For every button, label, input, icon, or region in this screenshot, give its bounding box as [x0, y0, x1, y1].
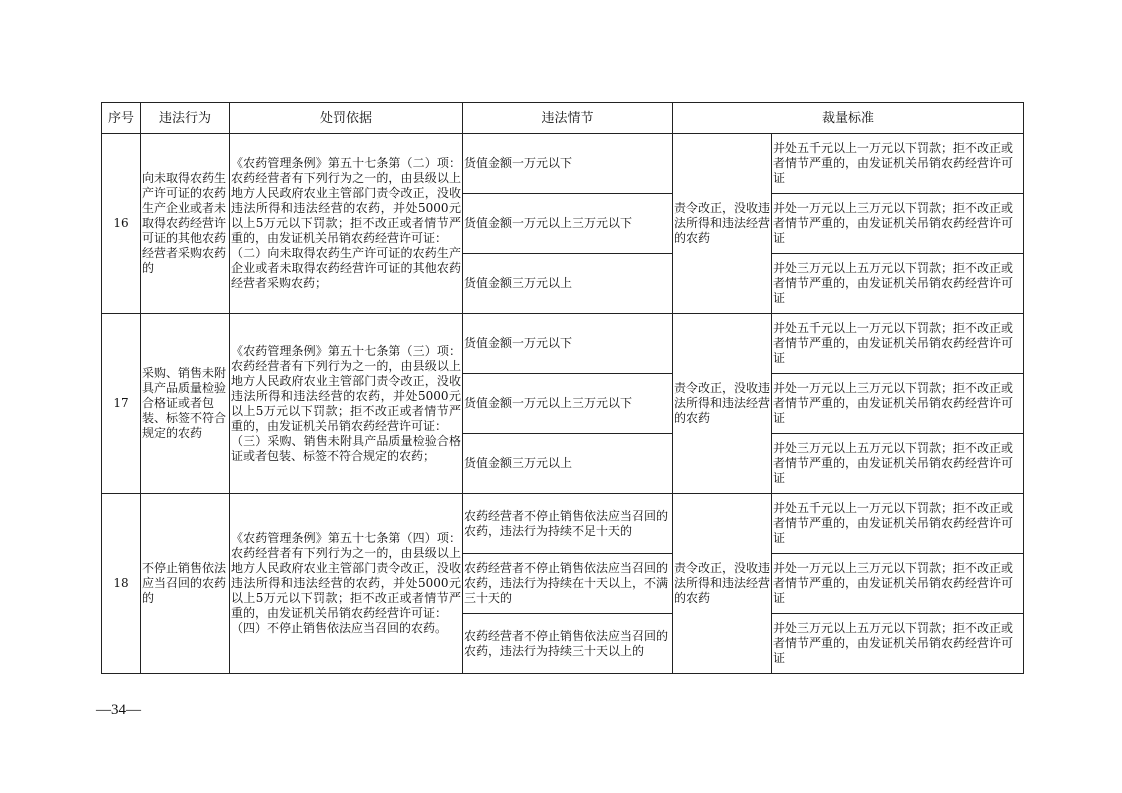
standard-cell: 并处一万元以上三万元以下罚款；拒不改正或者情节严重的，由发证机关吊销农药经营许可证: [772, 554, 1024, 614]
circumstance-cell: 货值金额三万元以上: [463, 254, 673, 314]
basis-cell: 《农药管理条例》第五十七条第（二）项：农药经营者有下列行为之一的，由县级以上地方人民政府农业主管部门责令改正，没收违法所得和违法经营的农药，并处5000元以上5万元以下罚款；拒不改正或者情节严重的，由发证机关吊销农药经营许可证： （二）向未取得农药生产许可证的农药生产企业或者未取得农药经营许可证的其他农药经营者采购农药；: [230, 134, 463, 314]
circumstance-cell: 农药经营者不停止销售依法应当召回的农药，违法行为持续在十天以上，不满三十天的: [463, 554, 673, 614]
standard-cell: 并处五千元以上一万元以下罚款；拒不改正或者情节严重的，由发证机关吊销农药经营许可证: [772, 494, 1024, 554]
header-row: [102, 103, 1024, 134]
header-seq: 序号: [102, 103, 141, 134]
header-behavior: 违法行为: [141, 103, 230, 134]
seq-cell: 18: [102, 494, 141, 674]
order-cell: 责令改正，没收违法所得和违法经营的农药: [673, 494, 772, 674]
order-cell: 责令改正，没收违法所得和违法经营的农药: [673, 314, 772, 494]
header-basis: 处罚依据: [230, 103, 463, 134]
seq-cell: 17: [102, 314, 141, 494]
standard-cell: 并处五千元以上一万元以下罚款；拒不改正或者情节严重的，由发证机关吊销农药经营许可证: [772, 134, 1024, 194]
standard-cell: 并处一万元以上三万元以下罚款；拒不改正或者情节严重的，由发证机关吊销农药经营许可证: [772, 194, 1024, 254]
table-row: [102, 494, 1024, 554]
order-cell: 责令改正，没收违法所得和违法经营的农药: [673, 134, 772, 314]
header-circumstance: 违法情节: [463, 103, 673, 134]
penalty-discretion-table: [101, 102, 1024, 674]
standard-cell: 并处三万元以上五万元以下罚款；拒不改正或者情节严重的，由发证机关吊销农药经营许可证: [772, 254, 1024, 314]
seq-cell: 16: [102, 134, 141, 314]
table-row: [102, 134, 1024, 194]
page-number: —34—: [96, 702, 141, 718]
circumstance-cell: 货值金额三万元以上: [463, 434, 673, 494]
circumstance-cell: 货值金额一万元以上三万元以下: [463, 194, 673, 254]
circumstance-cell: 农药经营者不停止销售依法应当召回的农药，违法行为持续不足十天的: [463, 494, 673, 554]
standard-cell: 并处一万元以上三万元以下罚款；拒不改正或者情节严重的，由发证机关吊销农药经营许可证: [772, 374, 1024, 434]
circumstance-cell: 农药经营者不停止销售依法应当召回的农药，违法行为持续三十天以上的: [463, 614, 673, 674]
header-standard: 裁量标准: [673, 103, 1024, 134]
behavior-cell: 向未取得农药生产许可证的农药生产企业或者未取得农药经营许可证的其他农药经营者采购农药的: [141, 134, 230, 314]
circumstance-cell: 货值金额一万元以下: [463, 314, 673, 374]
basis-cell: 《农药管理条例》第五十七条第（四）项：农药经营者有下列行为之一的，由县级以上地方人民政府农业主管部门责令改正，没收违法所得和违法经营的农药，并处5000元以上5万元以下罚款；拒不改正或者情节严重的，由发证机关吊销农药经营许可证： （四）不停止销售依法应当召回的农药。: [230, 494, 463, 674]
circumstance-cell: 货值金额一万元以下: [463, 134, 673, 194]
basis-cell: 《农药管理条例》第五十七条第（三）项：农药经营者有下列行为之一的，由县级以上地方人民政府农业主管部门责令改正，没收违法所得和违法经营的农药，并处5000元以上5万元以下罚款；拒不改正或者情节严重的，由发证机关吊销农药经营许可证： （三）采购、销售未附具产品质量检验合格证或者包装、标签不符合规定的农药；: [230, 314, 463, 494]
behavior-cell: 采购、销售未附具产品质量检验合格证或者包装、标签不符合规定的农药: [141, 314, 230, 494]
standard-cell: 并处五千元以上一万元以下罚款；拒不改正或者情节严重的，由发证机关吊销农药经营许可证: [772, 314, 1024, 374]
circumstance-cell: 货值金额一万元以上三万元以下: [463, 374, 673, 434]
behavior-cell: 不停止销售依法应当召回的农药的: [141, 494, 230, 674]
standard-cell: 并处三万元以上五万元以下罚款；拒不改正或者情节严重的，由发证机关吊销农药经营许可证: [772, 434, 1024, 494]
standard-cell: 并处三万元以上五万元以下罚款；拒不改正或者情节严重的，由发证机关吊销农药经营许可证: [772, 614, 1024, 674]
table-row: [102, 314, 1024, 374]
